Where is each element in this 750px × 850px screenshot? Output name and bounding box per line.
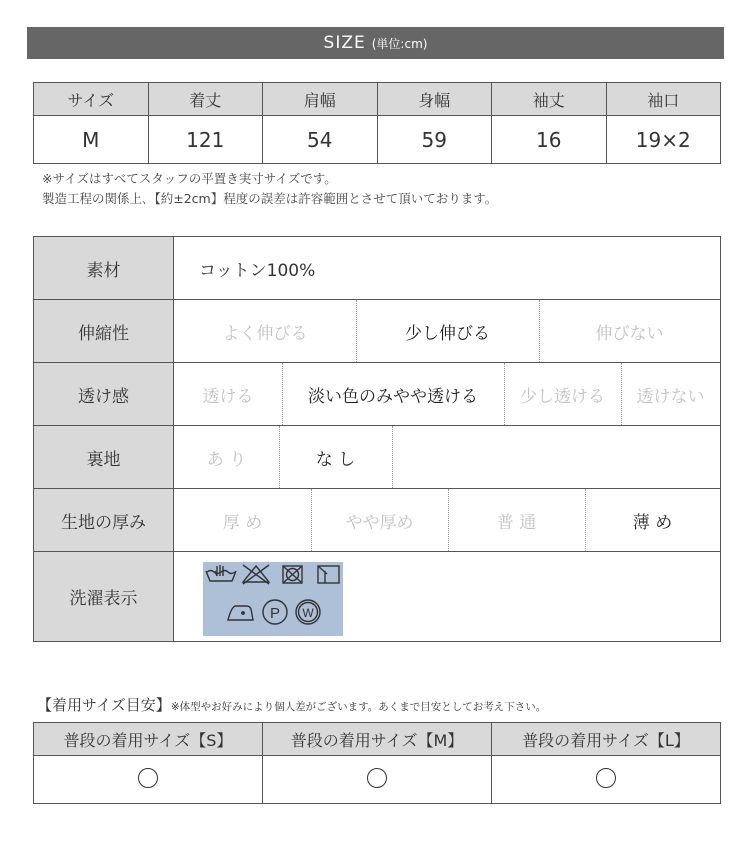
spec-row-lining bbox=[34, 426, 720, 489]
spec-row-sheer bbox=[34, 363, 720, 426]
no-tumble-dry-icon bbox=[283, 566, 302, 583]
sheer-option-selected: 淡い色のみやや透ける bbox=[282, 363, 505, 425]
size-banner bbox=[27, 27, 724, 59]
spec-row-thickness bbox=[34, 489, 720, 552]
spec-label-thickness: 生地の厚み bbox=[34, 489, 174, 551]
spec-label-material: 素材 bbox=[34, 237, 174, 299]
spec-label-lining: 裏地 bbox=[34, 426, 174, 488]
fit-header-cell: 普段の着用サイズ【S】 bbox=[34, 723, 263, 756]
iron-low-icon bbox=[228, 606, 253, 620]
size-value-cell: M bbox=[34, 116, 149, 164]
lining-option: あ り bbox=[174, 426, 280, 488]
hand-wash-icon bbox=[206, 565, 236, 581]
size-value-cell: 59 bbox=[377, 116, 492, 164]
size-header-cell: サイズ bbox=[34, 83, 149, 116]
svg-text:P: P bbox=[269, 605, 281, 622]
fit-guide-title bbox=[37, 694, 546, 715]
size-banner-unit: (単位:cm) bbox=[371, 36, 428, 51]
sheer-option: 透ける bbox=[174, 363, 283, 425]
spec-row-stretch bbox=[34, 300, 720, 363]
fit-value-cell bbox=[34, 756, 263, 804]
spec-row-washing bbox=[34, 552, 720, 641]
size-value-cell: 54 bbox=[263, 116, 378, 164]
spec-label-washing: 洗濯表示 bbox=[34, 552, 174, 641]
thickness-option: 厚 め bbox=[174, 489, 312, 551]
size-value-cell: 19×2 bbox=[606, 116, 721, 164]
spec-table bbox=[33, 236, 721, 642]
fit-header-cell: 普段の着用サイズ【M】 bbox=[263, 723, 492, 756]
fit-header-cell: 普段の着用サイズ【L】 bbox=[492, 723, 721, 756]
care-symbols-panel bbox=[203, 562, 343, 636]
size-table-header-row bbox=[34, 83, 721, 116]
size-table-value-row bbox=[34, 116, 721, 164]
fit-table-header-row bbox=[34, 723, 721, 756]
line-dry-shade-icon bbox=[318, 566, 339, 583]
stretch-option: 伸びない bbox=[595, 323, 664, 344]
fit-subtitle-text: ※体型やお好みにより個人差がございます。あくまで目安としてお考え下さい。 bbox=[170, 701, 547, 713]
spec-value-material: コットン100% bbox=[199, 260, 316, 281]
size-value-cell: 121 bbox=[148, 116, 263, 164]
fit-value-cell bbox=[263, 756, 492, 804]
size-banner-title: SIZE bbox=[323, 33, 366, 53]
dry-clean-p-icon bbox=[263, 600, 287, 624]
fit-title-text: 【着用サイズ目安】 bbox=[37, 696, 171, 714]
size-note-line-2: 製造工程の関係上､【約±2cm】程度の誤差は許容範囲とさせて頂いております。 bbox=[42, 191, 498, 206]
thickness-option: やや厚め bbox=[311, 489, 449, 551]
spec-label-stretch: 伸縮性 bbox=[34, 300, 174, 362]
size-header-cell: 身幅 bbox=[377, 83, 492, 116]
size-value-cell: 16 bbox=[492, 116, 607, 164]
thickness-option: 普 通 bbox=[448, 489, 586, 551]
circle-mark-icon bbox=[596, 768, 616, 788]
fit-table bbox=[33, 722, 721, 804]
size-note-line-1: ※サイズはすべてスタッフの平置き実寸サイズです。 bbox=[42, 171, 337, 186]
sheer-option: 少し透ける bbox=[504, 363, 622, 425]
svg-text:W: W bbox=[302, 606, 314, 620]
lining-option-selected: な し bbox=[279, 426, 393, 488]
wet-clean-w-icon bbox=[296, 600, 320, 624]
circle-mark-icon bbox=[138, 768, 158, 788]
care-symbols bbox=[203, 562, 343, 636]
size-header-cell: 肩幅 bbox=[263, 83, 378, 116]
fit-value-cell bbox=[492, 756, 721, 804]
size-table bbox=[33, 82, 721, 164]
spec-label-sheer: 透け感 bbox=[34, 363, 174, 425]
no-bleach-icon bbox=[243, 565, 269, 584]
size-header-cell: 着丈 bbox=[148, 83, 263, 116]
fit-table-value-row bbox=[34, 756, 721, 804]
spec-row-material bbox=[34, 237, 720, 300]
size-header-cell: 袖口 bbox=[606, 83, 721, 116]
size-header-cell: 袖丈 bbox=[492, 83, 607, 116]
circle-mark-icon bbox=[367, 768, 387, 788]
thickness-option-selected: 薄 め bbox=[632, 512, 673, 533]
sheer-option: 透けない bbox=[636, 386, 705, 407]
stretch-option-selected: 少し伸びる bbox=[356, 300, 540, 362]
stretch-option: よく伸びる bbox=[174, 300, 357, 362]
